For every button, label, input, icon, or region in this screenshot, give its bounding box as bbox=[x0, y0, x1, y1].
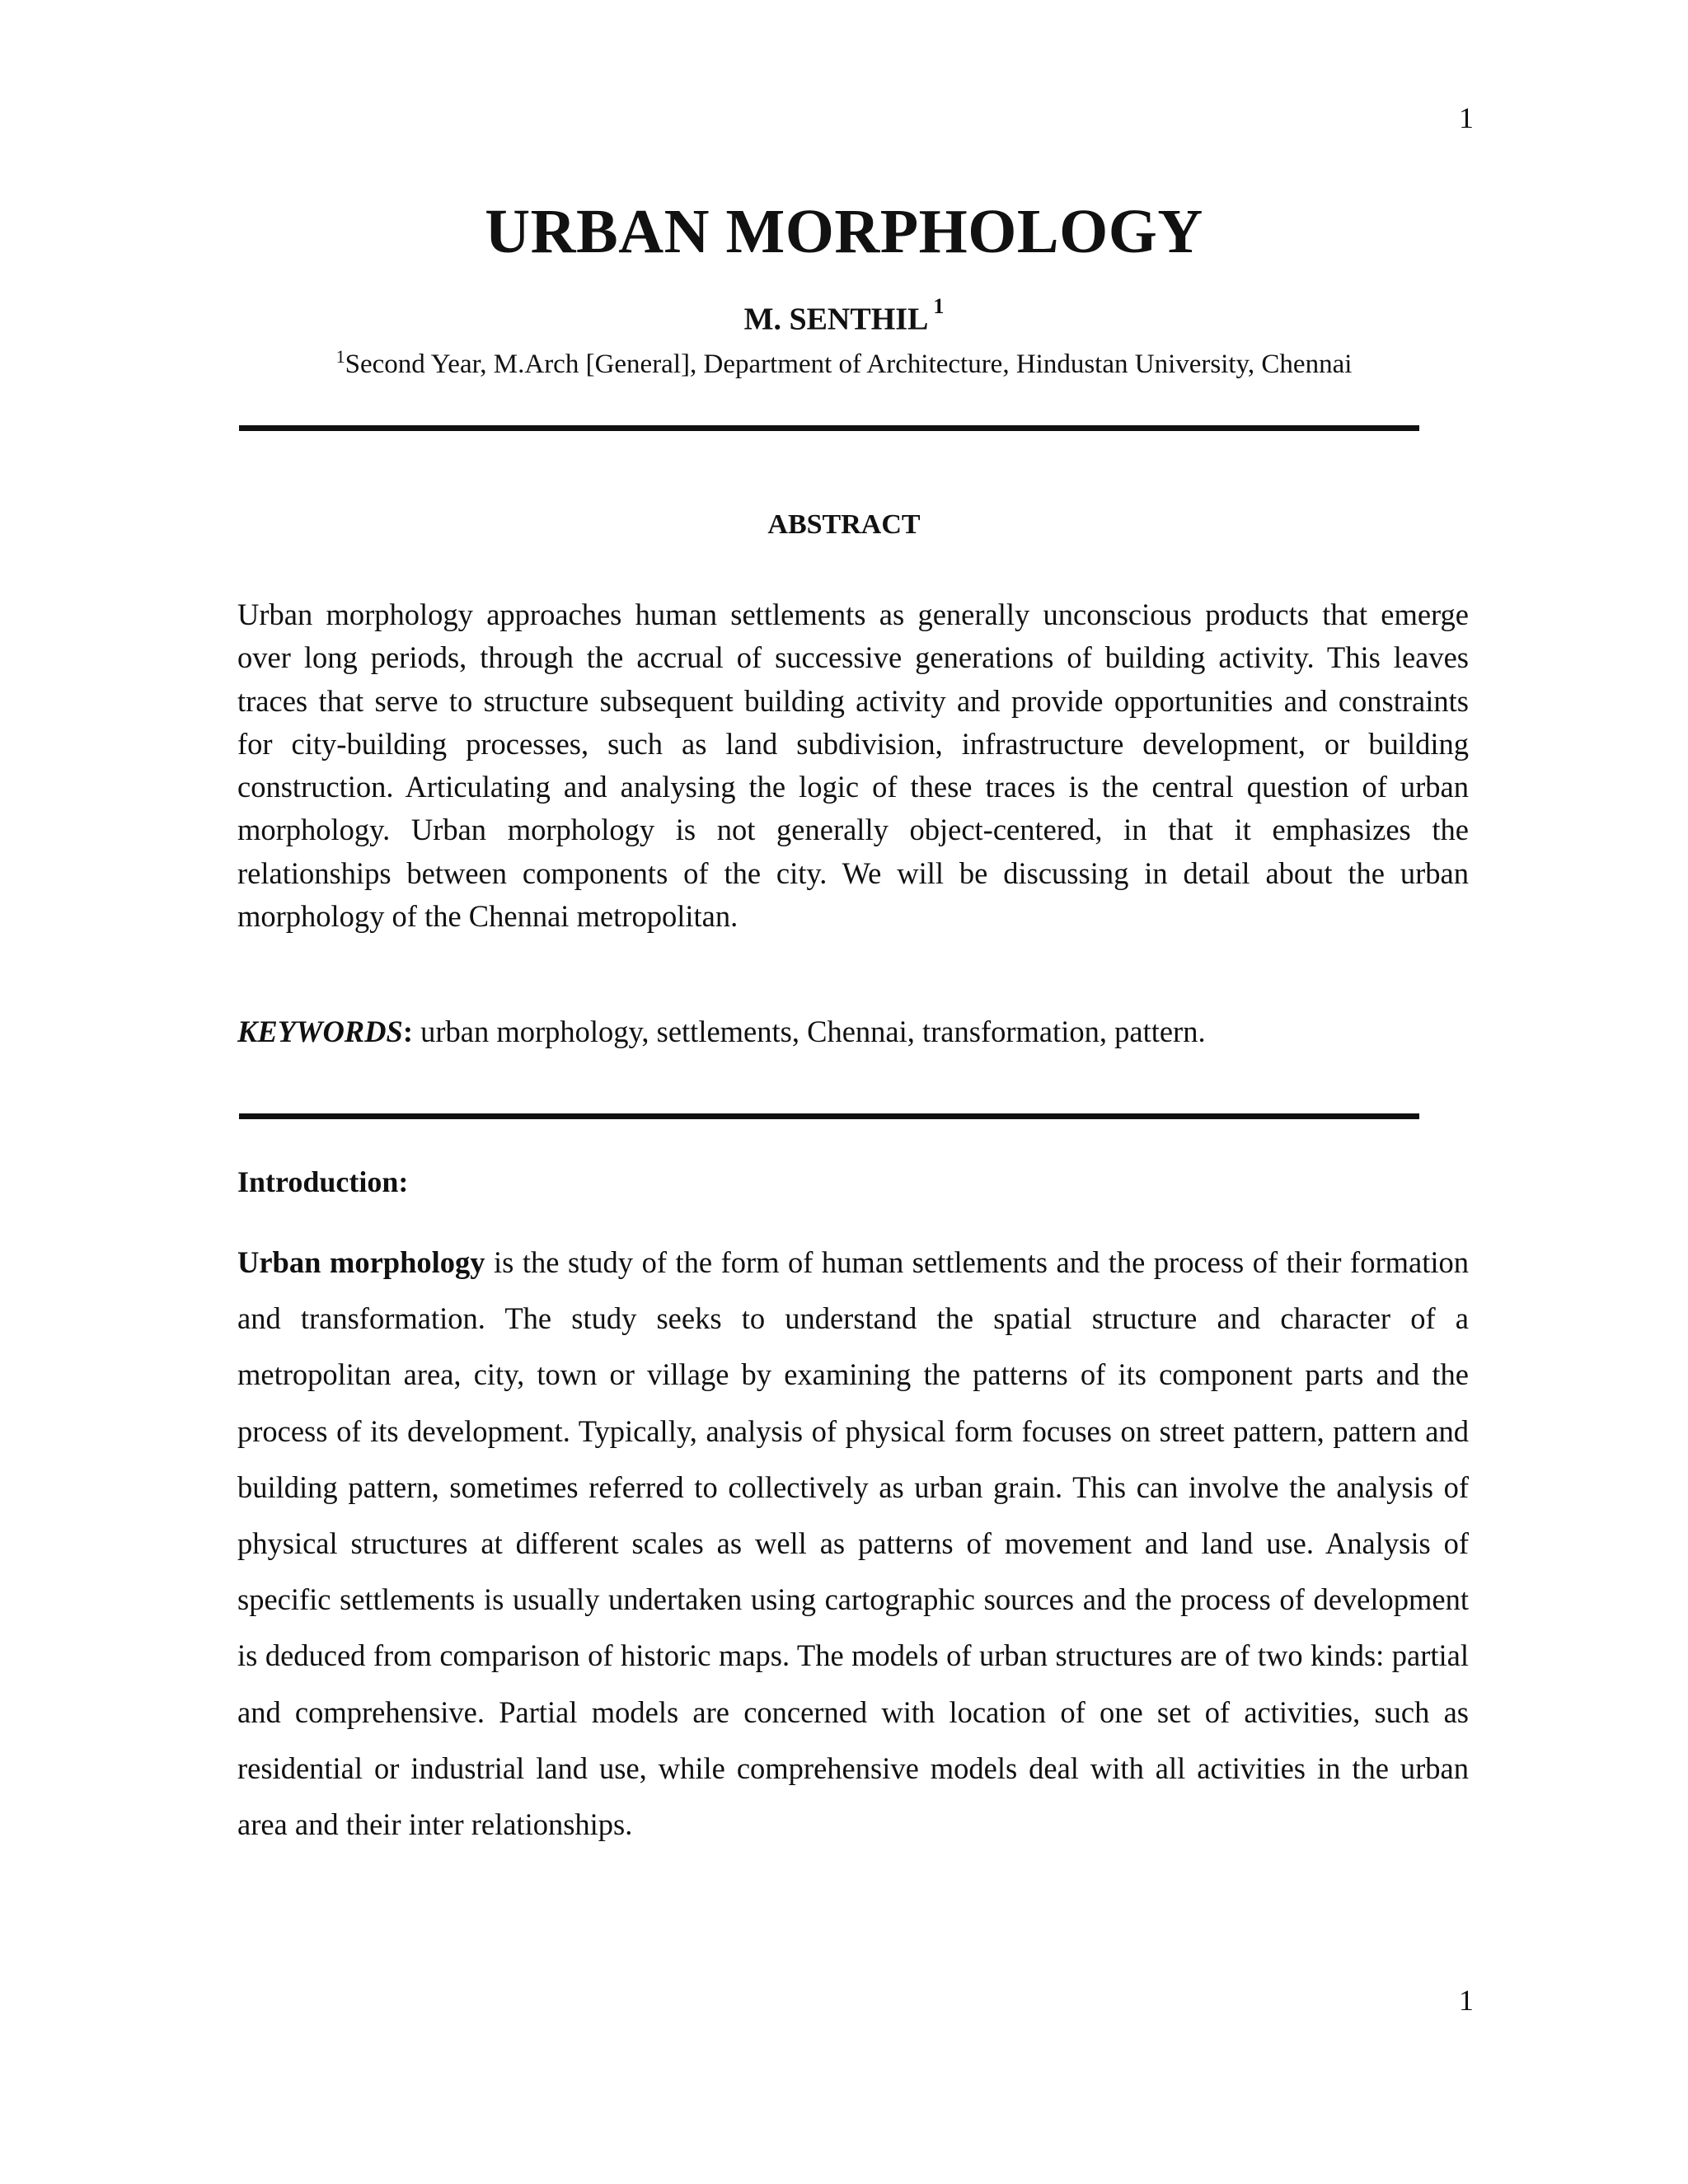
page-number-top: 1 bbox=[1459, 101, 1474, 134]
introduction-paragraph bbox=[237, 1235, 1469, 1853]
keywords-label: KEYWORDS bbox=[237, 1015, 403, 1048]
paper-title: URBAN MORPHOLOGY bbox=[485, 197, 1203, 266]
keywords-text: urban morphology, settlements, Chennai, transformation, pattern. bbox=[412, 1015, 1206, 1048]
affiliation-line bbox=[0, 346, 1688, 380]
affiliation-text: Second Year, M.Arch [General], Department of Architecture, Hindustan University, Chennai bbox=[345, 349, 1353, 379]
page-number-bottom: 1 bbox=[1459, 1984, 1474, 2017]
author-name: M. SENTHIL bbox=[743, 302, 929, 337]
introduction-body: is the study of the form of human settlements and the process of their formation and transformation. The study seeks to understand the spatial structure and character of a metropolitan area, city, town or village by examining the patterns of its component parts and the process of its development. Typically, analysis of physical form focuses on street pattern, pattern and building pattern, sometimes referred to collectively as urban grain. This can involve the analysis of physical structures at different scales as well as patterns of movement and land use. Analysis of specific settlements is usually undertaken using cartographic sources and the process of development is deduced from comparison of historic maps. The models of urban structures are of two kinds: partial and comprehensive. Partial models are concerned with location of one set of activities, such as residential or industrial land use, while comprehensive models deal with all activities in the urban area and their inter relationships. bbox=[237, 1245, 1469, 1842]
abstract-paragraph: Urban morphology approaches human settlements as generally unconscious products that emerge over long periods, through the accrual of successive generations of building activity. This leaves traces that serve to structure subsequent building activity and provide opportunities and constraints for city-building processes, such as land subdivision, infrastructure development, or building construction. Articulating and analysing the logic of these traces is the central question of urban morphology. Urban morphology is not generally object-centered, in that it emphasizes the relationships between components of the city. We will be discussing in detail about the urban morphology of the Chennai metropolitan. bbox=[237, 598, 1469, 934]
abstract-heading: ABSTRACT bbox=[767, 509, 921, 540]
author-line bbox=[0, 294, 1688, 338]
keywords-colon: : bbox=[402, 1015, 413, 1048]
introduction-lead-term: Urban morphology bbox=[237, 1245, 485, 1279]
keywords-line bbox=[237, 1014, 1469, 1049]
bottom-divider-rule bbox=[239, 1113, 1419, 1119]
introduction-heading: Introduction: bbox=[237, 1165, 409, 1198]
top-divider-rule bbox=[239, 425, 1419, 431]
affiliation-footnote-mark: 1 bbox=[335, 346, 345, 367]
author-footnote-mark: 1 bbox=[933, 294, 945, 318]
